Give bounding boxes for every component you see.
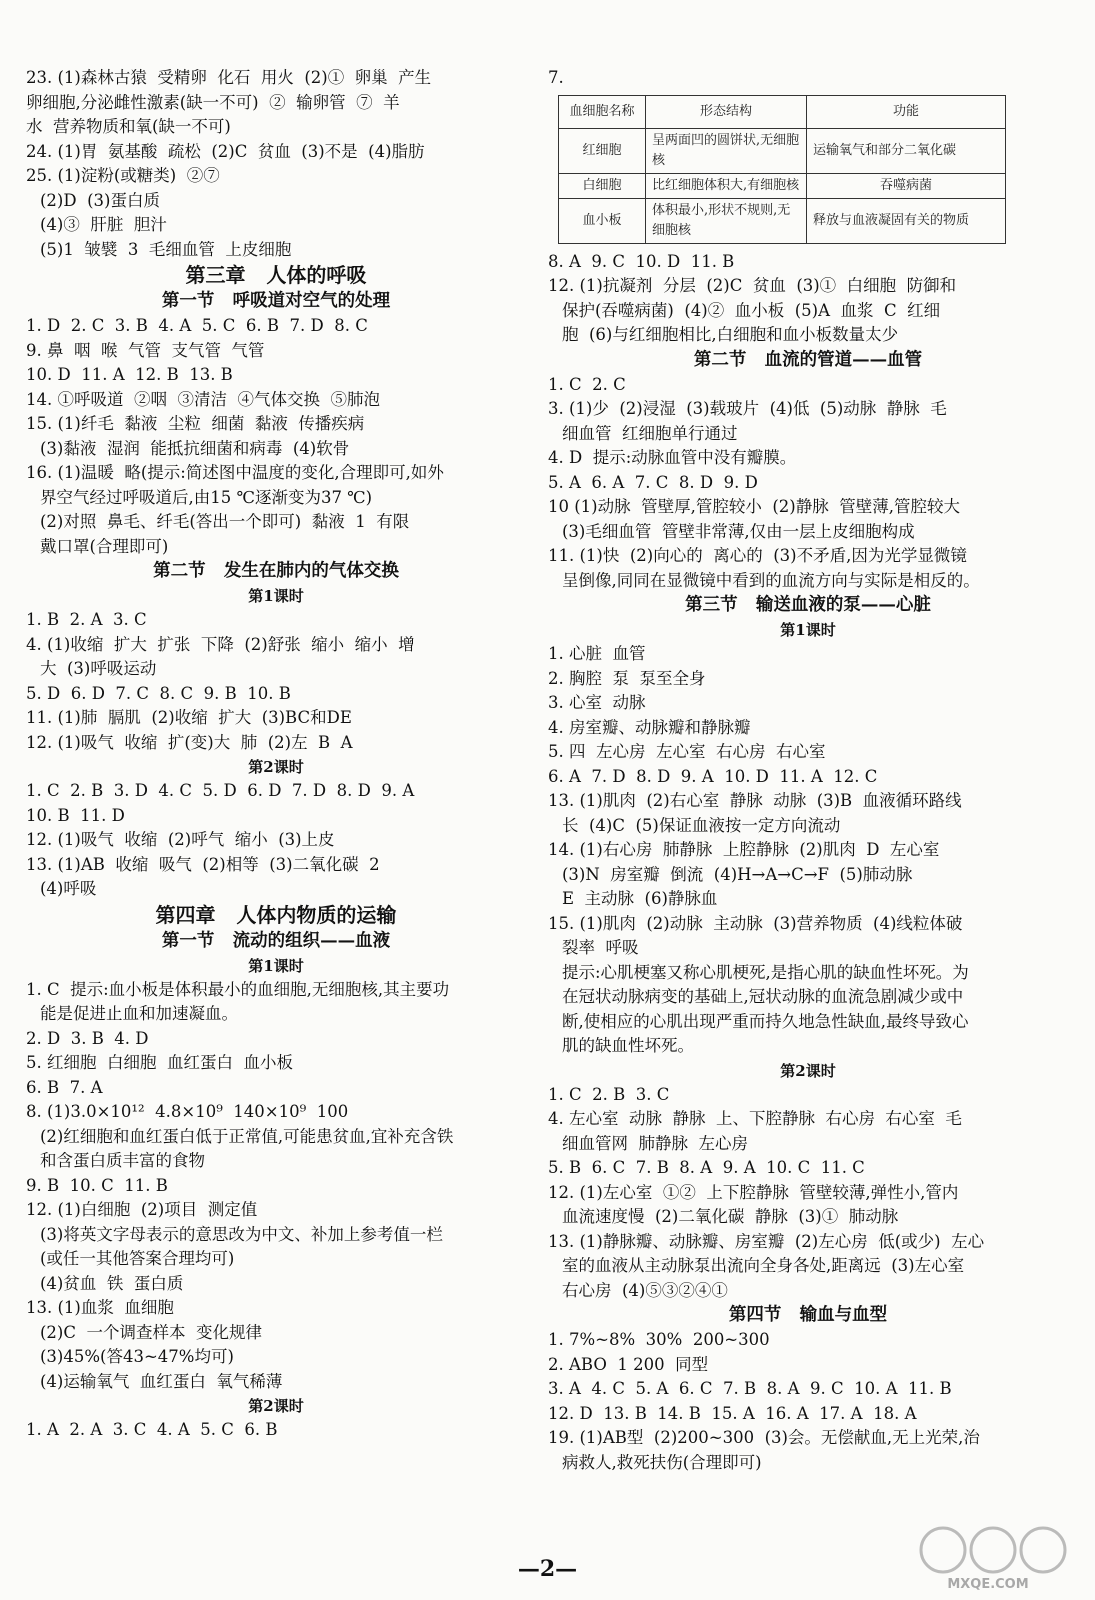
answer-line: 右心房 (4)⑤③②④① bbox=[562, 1280, 728, 1300]
answer-line: 16. (1)温暖 略(提示:简述图中温度的变化,合理即可,如外 bbox=[26, 463, 444, 482]
answer-line: 5. A 6. A 7. C 8. D 9. D bbox=[548, 472, 758, 492]
section-title: 第二节 发生在肺内的气体交换 bbox=[153, 561, 399, 581]
answer-line: (2)C 一个调查样本 变化规律 bbox=[40, 1322, 262, 1342]
answer-line: 5. 四 左心房 左心室 右心房 右心室 bbox=[548, 742, 826, 761]
answer-line: 能是促进止血和加速凝血。 bbox=[40, 1004, 238, 1023]
section-title: 第一节 流动的组织——血液 bbox=[161, 930, 391, 951]
answer-line: 1. C 提示:血小板是体积最小的血细胞,无细胞核,其主要功 bbox=[26, 979, 450, 999]
answer-line: 3. 心室 动脉 bbox=[548, 693, 646, 712]
answer-line: E 主动脉 (6)静脉血 bbox=[562, 889, 718, 908]
answer-line: 3. A 4. C 5. A 6. C 7. B 8. A 9. C 10. A 11. B bbox=[548, 1379, 952, 1398]
answer-line: 15. (1)肌肉 (2)动脉 主动脉 (3)营养物质 (4)线粒体破 bbox=[548, 913, 963, 933]
answer-line: 血流速度慢 (2)二氧化碳 静脉 (3)① 肺动脉 bbox=[562, 1207, 899, 1226]
answer-line: (4)呼吸 bbox=[40, 879, 97, 898]
answer-line: (2)对照 鼻毛、纤毛(答出一个即可) 黏液 1 有限 bbox=[40, 512, 410, 531]
answer-line: 1. C 2. C bbox=[548, 374, 626, 394]
watermark-logo bbox=[903, 1520, 1073, 1592]
answer-line: 2. D 3. B 4. D bbox=[26, 1028, 149, 1048]
table-cell: 红细胞 bbox=[559, 128, 646, 173]
answer-line: 25. (1)淀粉(或糖类) ②⑦ bbox=[26, 166, 220, 185]
answer-line: 2. ABO 1 200 同型 bbox=[548, 1354, 709, 1374]
answer-line: 保护(吞噬病菌) (4)② 血小板 (5)A 血浆 C 红细 bbox=[562, 300, 941, 320]
answer-line: 14. ①呼吸道 ②咽 ③清洁 ④气体交换 ⑤肺泡 bbox=[26, 389, 380, 409]
left-column bbox=[26, 66, 526, 1443]
answer-line: 界空气经过呼吸道后,由15 ℃逐渐变为37 ℃) bbox=[40, 487, 373, 507]
lesson-subtitle: 第1课时 bbox=[780, 621, 836, 639]
answer-line: 胞 (6)与红细胞相比,白细胞和血小板数量太少 bbox=[562, 325, 899, 344]
lesson-subtitle: 第2课时 bbox=[248, 758, 304, 776]
lesson-subtitle: 第1课时 bbox=[248, 956, 304, 975]
answer-line: 在冠状动脉病变的基础上,冠状动脉的血流急剧减少或中 bbox=[562, 987, 964, 1006]
answer-line: (3)毛细血管 管壁非常薄,仅由一层上皮细胞构成 bbox=[562, 521, 915, 541]
answer-line: 戴口罩(合理即可) bbox=[40, 536, 169, 556]
answer-line: 4. D 提示:动脉血管中没有瓣膜。 bbox=[548, 448, 797, 467]
answer-line: 长 (4)C (5)保证血液按一定方向流动 bbox=[562, 815, 841, 835]
answer-line: 12. (1)吸气 收缩 扩(变)大 肺 (2)左 B A bbox=[26, 732, 353, 752]
blood-cell-table bbox=[558, 95, 1006, 244]
answer-line: 14. (1)右心房 肺静脉 上腔静脉 (2)肌肉 D 左心室 bbox=[548, 840, 940, 859]
answer-line: (3)将英文字母表示的意思改为中文、补加上参考值一栏 bbox=[40, 1224, 443, 1244]
table-row bbox=[559, 128, 1006, 173]
answer-line: 1. C 2. B 3. D 4. C 5. D 6. D 7. D 8. D 9. A bbox=[26, 781, 415, 800]
answer-line: 10. D 11. A 12. B 13. B bbox=[26, 365, 233, 384]
table-header-row bbox=[559, 95, 1006, 128]
answer-line: 1. 心脏 血管 bbox=[548, 644, 646, 663]
chapter-title: 第四章 人体内物质的运输 bbox=[155, 902, 397, 927]
answer-line: 水 营养物质和氧(缺一不可) bbox=[26, 117, 231, 136]
answer-line: 13. (1)静脉瓣、动脉瓣、房室瓣 (2)左心房 低(或少) 左心 bbox=[548, 1231, 985, 1251]
answer-line: 9. B 10. C 11. B bbox=[26, 1175, 168, 1195]
answer-line: 12. (1)吸气 收缩 (2)呼气 缩小 (3)上皮 bbox=[26, 830, 335, 849]
lesson-subtitle: 第2课时 bbox=[780, 1061, 836, 1080]
answer-line: 12. D 13. B 14. B 15. A 16. A 17. A 18. A bbox=[548, 1403, 917, 1423]
answer-line: 6. B 7. A bbox=[26, 1077, 103, 1097]
right-column bbox=[548, 66, 1068, 1475]
table-row bbox=[559, 173, 1006, 198]
answer-line: 1. A 2. A 3. C 4. A 5. C 6. B bbox=[26, 1420, 278, 1439]
table-cell: 血小板 bbox=[559, 198, 646, 243]
answer-line: 4. 左心室 动脉 静脉 上、下腔静脉 右心房 右心室 毛 bbox=[548, 1109, 962, 1128]
answer-line: 11. (1)快 (2)向心的 离心的 (3)不矛盾,因为光学显微镜 bbox=[548, 546, 967, 565]
answer-line: 9. 鼻 咽 喉 气管 支气管 气管 bbox=[26, 340, 265, 360]
table-header: 功能 bbox=[807, 95, 1006, 128]
answer-line: 1. D 2. C 3. B 4. A 5. C 6. B 7. D 8. C bbox=[26, 316, 368, 335]
answer-line: 23. (1)森林古猿 受精卵 化石 用火 (2)① 卵巢 产生 bbox=[26, 68, 432, 87]
answer-line: (3)N 房室瓣 倒流 (4)H→A→C→F (5)肺动脉 bbox=[562, 864, 913, 884]
answer-line: 13. (1)肌肉 (2)右心室 静脉 动脉 (3)B 血液循环路线 bbox=[548, 791, 962, 810]
table-cell: 运输氧气和部分二氧化碳 bbox=[807, 128, 1006, 173]
answer-line: 15. (1)纤毛 黏液 尘粒 细菌 黏液 传播疾病 bbox=[26, 414, 365, 433]
answer-line: 19. (1)AB型 (2)200~300 (3)会。无偿献血,无上光荣,治 bbox=[548, 1428, 980, 1447]
answer-line: 室的血液从主动脉泵出流向全身各处,距离远 (3)左心室 bbox=[562, 1256, 965, 1275]
answer-line: 病救人,救死扶伤(合理即可) bbox=[562, 1452, 762, 1472]
answer-line: 12. (1)白细胞 (2)项目 测定值 bbox=[26, 1200, 258, 1219]
table-cell: 吞噬病菌 bbox=[807, 173, 1006, 198]
answer-line: 和含蛋白质丰富的食物 bbox=[40, 1151, 205, 1170]
answer-line: 提示:心肌梗塞又称心肌梗死,是指心肌的缺血性坏死。为 bbox=[562, 962, 969, 982]
answer-line: 11. (1)肺 膈肌 (2)收缩 扩大 (3)BC和DE bbox=[26, 708, 352, 727]
answer-line: 8. (1)3.0×10¹² 4.8×10⁹ 140×10⁹ 100 bbox=[26, 1102, 349, 1121]
table-header: 血细胞名称 bbox=[559, 95, 646, 128]
table-cell: 比红细胞体积大,有细胞核 bbox=[646, 173, 807, 198]
answer-line: (2)红细胞和血红蛋白低于正常值,可能患贫血,宜补充含铁 bbox=[40, 1126, 454, 1146]
table-cell: 白细胞 bbox=[559, 173, 646, 198]
answer-line: 10 (1)动脉 管壁厚,管腔较小 (2)静脉 管壁薄,管腔较大 bbox=[548, 497, 960, 516]
answer-line: (3)45%(答43~47%均可) bbox=[40, 1347, 234, 1366]
section-title: 第三节 输送血液的泵——心脏 bbox=[685, 595, 931, 615]
answer-line: (4)运输氧气 血红蛋白 氧气稀薄 bbox=[40, 1371, 283, 1391]
answer-line: 10. B 11. D bbox=[26, 805, 125, 825]
answer-line: (4)贫血 铁 蛋白质 bbox=[40, 1273, 184, 1293]
section-title: 第四节 输血与血型 bbox=[728, 1305, 888, 1325]
answer-line: 6. A 7. D 8. D 9. A 10. D 11. A 12. C bbox=[548, 766, 878, 786]
answer-line: 断,使相应的心肌出现严重而持久地急性缺血,最终导致心 bbox=[562, 1011, 969, 1031]
table-cell: 体积最小,形状不规则,无细胞核 bbox=[646, 198, 807, 243]
answer-line: (2)D (3)蛋白质 bbox=[40, 190, 160, 210]
answer-line: 肌的缺血性坏死。 bbox=[562, 1036, 694, 1055]
answer-line: 细血管网 肺静脉 左心房 bbox=[562, 1133, 748, 1153]
answer-line: 8. A 9. C 10. D 11. B bbox=[548, 251, 735, 271]
page-number: —2— bbox=[517, 1556, 578, 1582]
chapter-title: 第三章 人体的呼吸 bbox=[185, 263, 367, 287]
lesson-subtitle: 第2课时 bbox=[248, 1397, 304, 1415]
answer-line: 呈倒像,同同在显微镜中看到的血流方向与实际是相反的。 bbox=[562, 570, 980, 590]
answer-line: 裂率 呼吸 bbox=[562, 938, 639, 957]
question-7-label: 7. bbox=[548, 68, 564, 87]
lesson-subtitle: 第1课时 bbox=[248, 587, 304, 605]
answer-line: 细血管 红细胞单行通过 bbox=[562, 423, 738, 443]
answer-line: 卵细胞,分泌雌性激素(缺一不可) ② 输卵管 ⑦ 羊 bbox=[26, 92, 400, 112]
answer-line: 5. 红细胞 白细胞 血红蛋白 血小板 bbox=[26, 1053, 293, 1072]
answer-line: 5. B 6. C 7. B 8. A 9. A 10. C 11. C bbox=[548, 1158, 865, 1177]
table-row bbox=[559, 198, 1006, 243]
answer-line: 13. (1)血浆 血细胞 bbox=[26, 1298, 174, 1317]
answer-line: 1. B 2. A 3. C bbox=[26, 610, 147, 629]
answer-line: 2. 胸腔 泵 泵至全身 bbox=[548, 668, 706, 688]
answer-line: 3. (1)少 (2)浸湿 (3)载玻片 (4)低 (5)动脉 静脉 毛 bbox=[548, 399, 947, 418]
answer-line: 24. (1)胃 氨基酸 疏松 (2)C 贫血 (3)不是 (4)脂肪 bbox=[26, 141, 425, 161]
section-title: 第二节 血流的管道——血管 bbox=[693, 349, 923, 370]
answer-line: (5)1 皱襞 3 毛细血管 上皮细胞 bbox=[40, 239, 292, 259]
answer-line: 12. (1)抗凝剂 分层 (2)C 贫血 (3)① 白细胞 防御和 bbox=[548, 276, 957, 295]
watermark-text: MXQE.COM bbox=[947, 1577, 1029, 1592]
answer-line: 4. 房室瓣、动脉瓣和静脉瓣 bbox=[548, 717, 751, 737]
answer-line: 4. (1)收缩 扩大 扩张 下降 (2)舒张 缩小 缩小 增 bbox=[26, 634, 415, 654]
answer-line: 1. C 2. B 3. C bbox=[548, 1084, 670, 1104]
answer-line: 1. 7%~8% 30% 200~300 bbox=[548, 1330, 770, 1349]
section-title: 第一节 呼吸道对空气的处理 bbox=[161, 291, 391, 311]
table-cell: 释放与血液凝固有关的物质 bbox=[807, 198, 1006, 243]
answer-line: 13. (1)AB 收缩 吸气 (2)相等 (3)二氧化碳 2 bbox=[26, 854, 380, 874]
answer-line: (3)黏液 湿润 能抵抗细菌和病毒 (4)软骨 bbox=[40, 438, 350, 458]
answer-line: 12. (1)左心室 ①② 上下腔静脉 管壁较薄,弹性小,管内 bbox=[548, 1182, 959, 1202]
right-column-lines bbox=[548, 250, 1068, 1476]
answer-line: (4)③ 肝脏 胆汁 bbox=[40, 215, 167, 234]
answer-line: (或任一其他答案合理均可) bbox=[40, 1249, 235, 1268]
table-cell: 呈两面凹的圆饼状,无细胞核 bbox=[646, 128, 807, 173]
answer-line: 5. D 6. D 7. C 8. C 9. B 10. B bbox=[26, 683, 291, 703]
answer-line: 大 (3)呼吸运动 bbox=[40, 659, 157, 678]
table-header: 形态结构 bbox=[646, 95, 807, 128]
